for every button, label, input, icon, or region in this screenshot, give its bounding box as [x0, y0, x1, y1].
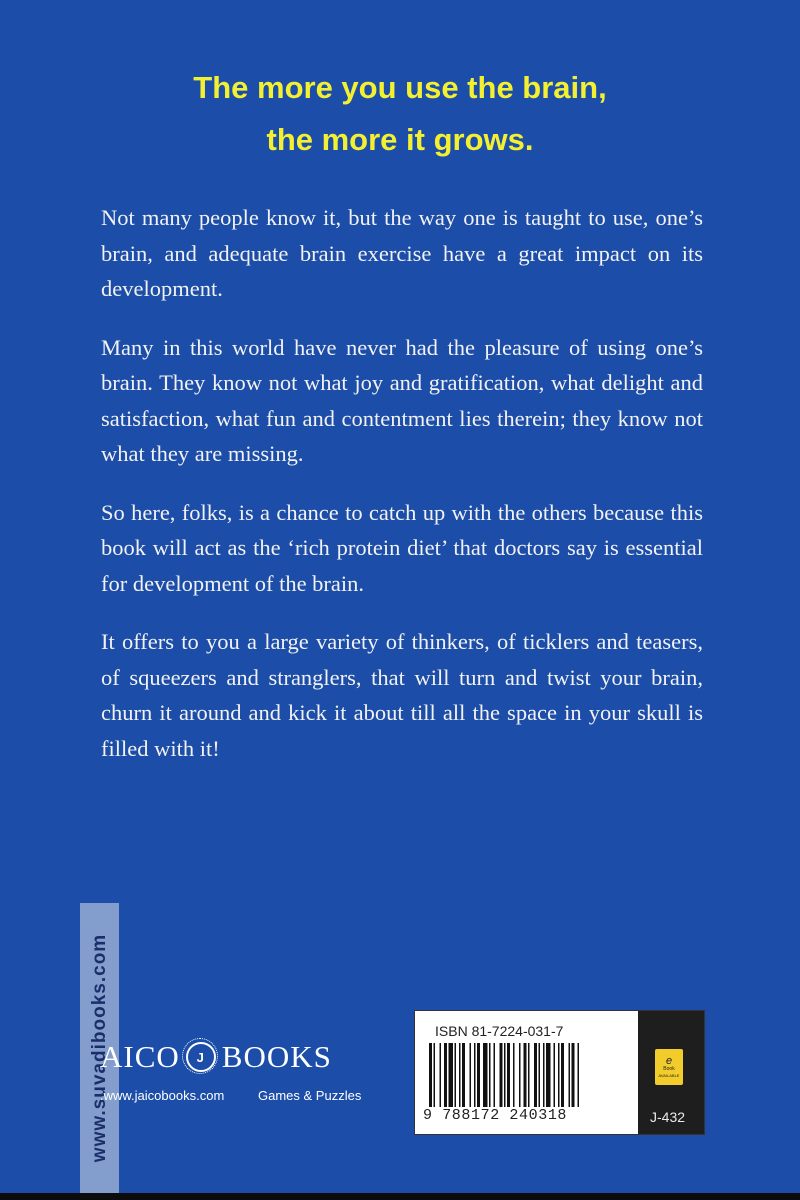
barcode-bar — [474, 1043, 476, 1107]
barcode-digits: 9 788172 240318 — [423, 1107, 568, 1124]
barcode-bar — [543, 1043, 545, 1107]
ebook-panel — [638, 1011, 704, 1134]
ebook-badge-letter: e — [665, 1055, 673, 1067]
barcode-bar — [561, 1043, 564, 1107]
ebook-available-icon — [655, 1049, 683, 1085]
publisher-logo — [100, 1037, 332, 1077]
blurb-paragraph-4: It offers to you a large variety of thinkers, of ticklers and teasers, of squeezers and stranglers, that will turn and twist your brain, churn it around and kick it about till all the space in your skull is filled with it! — [101, 629, 703, 761]
barcode-bar — [513, 1043, 515, 1107]
barcode-bar — [470, 1043, 472, 1107]
publisher-name-part-1: AICO — [100, 1039, 180, 1074]
barcode-bars — [429, 1043, 625, 1107]
blurb-paragraph-3: So here, folks, is a chance to catch up with the others because this book will act as the ‘rich protein diet’ that doctors say is essential for development of the brain. — [101, 499, 703, 596]
barcode-bar — [578, 1043, 580, 1107]
barcode-bar — [528, 1043, 530, 1107]
barcode-bar — [558, 1043, 560, 1107]
blurb-text — [101, 200, 703, 789]
barcode-bar — [539, 1043, 541, 1107]
book-code: J-432 — [650, 1109, 686, 1125]
headline-line-2: the more it grows. — [266, 122, 534, 157]
barcode-bar — [477, 1043, 480, 1107]
book-category: Games & Puzzles — [258, 1088, 362, 1103]
barcode-bar — [455, 1043, 457, 1107]
headline — [0, 62, 800, 166]
barcode-bar — [569, 1043, 571, 1107]
barcode-bar — [434, 1043, 436, 1107]
barcode-bar — [546, 1043, 551, 1107]
barcode-bar — [440, 1043, 442, 1107]
publisher-emblem-letter: J — [196, 1049, 205, 1065]
barcode-bar — [494, 1043, 496, 1107]
barcode-bar — [449, 1043, 454, 1107]
publisher-url: .www.jaicobooks.com — [100, 1088, 225, 1103]
publisher-name-part-2: BOOKS — [221, 1039, 332, 1074]
barcode-bar — [519, 1043, 521, 1107]
barcode-bar — [489, 1043, 491, 1107]
barcode-bar — [459, 1043, 461, 1107]
barcode-bar — [507, 1043, 510, 1107]
watermark-text: www.suvadibooks.com — [89, 933, 110, 1163]
ebook-badge-line-1: Book — [663, 1066, 675, 1072]
barcode-bar — [504, 1043, 506, 1107]
barcode-bar — [500, 1043, 503, 1107]
barcode-bar — [524, 1043, 527, 1107]
barcode-bar — [572, 1043, 575, 1107]
barcode-bar — [554, 1043, 556, 1107]
isbn-label: ISBN 81-7224-031-7 — [435, 1023, 564, 1039]
blurb-paragraph-2: Many in this world have never had the pleasure of using one’s brain. They know not what joy and gratification, what delight and satisfaction, what fun and contentment lies therein; they know not what they are missing. — [101, 334, 703, 466]
barcode-bar — [429, 1043, 432, 1107]
barcode-bar — [483, 1043, 488, 1107]
bottom-edge — [0, 1193, 800, 1200]
barcode-bar — [534, 1043, 537, 1107]
barcode-bar — [462, 1043, 465, 1107]
publisher-emblem-icon — [186, 1042, 216, 1072]
headline-line-1: The more you use the brain, — [193, 70, 607, 105]
barcode-box — [414, 1010, 705, 1135]
barcode-bar — [444, 1043, 447, 1107]
blurb-paragraph-1: Not many people know it, but the way one is taught to use, one’s brain, and adequate brain exercise have a great impact on its development. — [101, 205, 703, 301]
ebook-badge-line-2: AVAILABLE — [658, 1073, 680, 1078]
